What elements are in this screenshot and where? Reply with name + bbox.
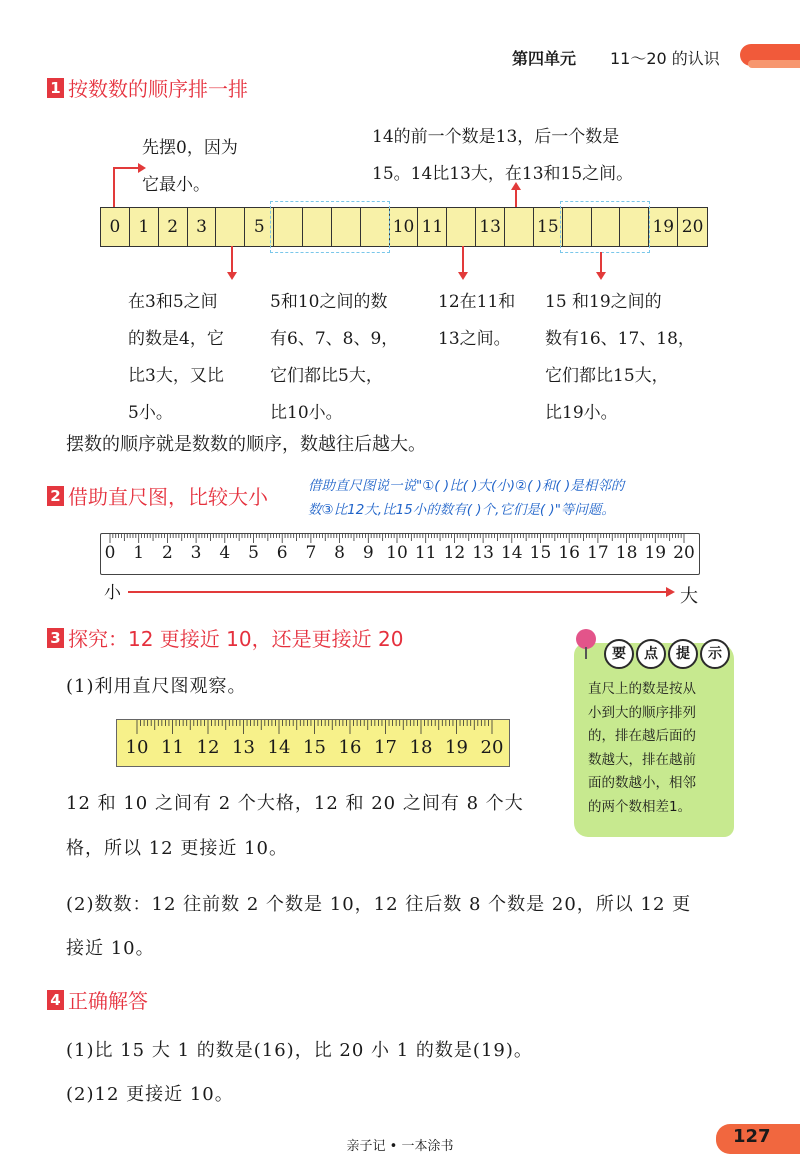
ruler-label: 0 [104, 543, 116, 563]
ruler-label: 2 [161, 543, 173, 563]
section-2-heading [47, 481, 268, 510]
ruler-0-20 [100, 533, 700, 575]
note-line: 比19小。 [545, 403, 618, 423]
ruler-label: 8 [334, 543, 346, 563]
strip-cell: 0 [101, 208, 130, 246]
arrow-head [596, 272, 606, 280]
ruler-label: 18 [409, 737, 433, 758]
section-1-heading [47, 73, 248, 102]
label-small: 小 [104, 583, 121, 603]
note-line: 它们都比5大， [270, 366, 383, 386]
arrow-line [113, 167, 139, 169]
arrow-line [515, 188, 517, 208]
tip-line: 小到大的顺序排列 [588, 704, 696, 721]
strip-cell: 3 [188, 208, 217, 246]
strip-cell: 2 [159, 208, 188, 246]
ruler-label: 1 [133, 543, 145, 563]
note-between-15-19 [545, 284, 695, 432]
strip-cell: 1 [130, 208, 159, 246]
arrow-head [511, 182, 521, 190]
dashed-group-box [560, 201, 650, 253]
handwritten-line: 借助直尺图说一说"①( )比( )大(小)②( )和( )是相邻的 [308, 478, 625, 494]
header-topic: 11～20 的认识 [610, 49, 720, 68]
note-line: 13之间。 [438, 329, 511, 349]
handwritten-note [308, 474, 778, 522]
strip-cell [216, 208, 245, 246]
dashed-group-box [270, 201, 390, 253]
ruler-label: 14 [267, 737, 291, 758]
ruler-label: 16 [338, 737, 362, 758]
arrow-head [227, 272, 237, 280]
section-number: 4 [47, 990, 64, 1010]
ruler-label: 15 [529, 543, 552, 563]
note-line: 14的前一个数是13，后一个数是 [372, 127, 620, 147]
tip-box [574, 643, 734, 837]
tip-line: 直尺上的数是按从 [588, 681, 696, 697]
header-color-band-accent [748, 60, 800, 68]
ruler-label: 3 [190, 543, 202, 563]
ruler-label: 11 [414, 543, 437, 563]
tip-title-char: 要 [604, 639, 634, 669]
pushpin-needle [585, 647, 587, 659]
arrow-line [600, 252, 602, 272]
section-3-heading [47, 623, 403, 652]
ruler-label: 16 [558, 543, 581, 563]
note-between-5-10 [270, 284, 398, 432]
ruler-label: 7 [305, 543, 317, 563]
note-line: 15。14比13大，在13和15之间。 [372, 164, 634, 184]
ruler-label: 13 [472, 543, 494, 563]
arrow-head [458, 272, 468, 280]
ruler-10-20 [116, 719, 510, 767]
strip-cell: 10 [390, 208, 419, 246]
arrow-line [231, 246, 233, 272]
note-line: 它们都比15大， [545, 366, 669, 386]
strip-cell: 15 [534, 208, 563, 246]
section-number: 3 [47, 628, 64, 648]
ruler-label: 13 [232, 737, 255, 758]
tip-line: 的两个数相差1。 [588, 798, 692, 815]
ruler-label: 12 [196, 737, 220, 758]
section-title: 借助直尺图，比较大小 [68, 485, 268, 509]
tip-text [588, 678, 726, 819]
ruler-label: 6 [276, 543, 288, 563]
note-line: 先摆0，因为 [142, 138, 238, 158]
tip-title-char: 提 [668, 639, 698, 669]
answer-2: (2)12 更接近 10。 [66, 1084, 234, 1105]
strip-cell [447, 208, 476, 246]
note-between-3-5 [128, 284, 224, 432]
summary-text: 摆数的顺序就是数数的顺序，数越往后越大。 [66, 434, 426, 455]
note-line: 5和10之间的数 [270, 292, 388, 312]
page-number: 127 [733, 1126, 771, 1147]
tip-title-char: 示 [700, 639, 730, 669]
step-1: (1)利用直尺图观察。 [66, 676, 247, 697]
tip-line: 数越大，排在越前 [588, 751, 696, 768]
ruler-label: 4 [219, 543, 231, 563]
ruler-label: 20 [480, 737, 504, 758]
strip-cell: 19 [649, 208, 678, 246]
arrow-line [113, 167, 115, 207]
note-start [142, 130, 238, 204]
label-big: 大 [680, 586, 698, 607]
note-line: 比3大，又比 [128, 366, 224, 386]
strip-cell: 20 [681, 217, 704, 237]
note-line: 在3和5之间 [128, 292, 218, 312]
strip-cell: 13 [476, 208, 505, 246]
ruler-label: 14 [500, 543, 523, 563]
ruler-label: 5 [248, 543, 259, 563]
section-number: 2 [47, 486, 64, 506]
ruler-label: 17 [374, 737, 397, 758]
section-title: 正确解答 [68, 989, 148, 1013]
paragraph-line: 格，所以 12 更接近 10。 [66, 838, 288, 859]
direction-arrow-line [128, 591, 668, 593]
note-top [372, 119, 633, 193]
pushpin-icon [576, 629, 596, 649]
handwritten-line: 数③比12大,比15小的数有( )个,它们是( )"等问题。 [308, 502, 615, 518]
ruler-label: 11 [161, 737, 184, 758]
tip-line: 的，排在越后面的 [588, 728, 696, 744]
header-unit: 第四单元 [512, 49, 577, 68]
ruler-label: 9 [362, 543, 374, 563]
direction-arrow-head [666, 587, 675, 597]
ruler-label: 18 [615, 543, 638, 563]
step-2-line: 接近 10。 [66, 938, 155, 959]
note-12 [438, 284, 515, 358]
note-line: 数有16、17、18， [545, 329, 695, 349]
section-title: 按数数的顺序排一排 [68, 77, 248, 101]
answer-1: (1)比 15 大 1 的数是(16)，比 20 小 1 的数是(19)。 [66, 1040, 533, 1061]
tip-line: 面的数越小，相邻 [588, 775, 696, 791]
note-line: 比10小。 [270, 403, 343, 423]
note-line: 15 和19之间的 [545, 292, 662, 312]
note-line: 12在11和 [438, 292, 516, 312]
ruler-label: 19 [644, 543, 667, 563]
arrow-head [138, 163, 146, 173]
paragraph-line: 12 和 10 之间有 2 个大格，12 和 20 之间有 8 个大 [66, 793, 524, 814]
ruler-label: 15 [303, 737, 326, 758]
ruler-label: 19 [445, 737, 468, 758]
section-4-heading [47, 985, 148, 1014]
strip-cell [505, 208, 534, 246]
ruler-label: 10 [125, 737, 149, 758]
ruler-label: 10 [386, 543, 408, 563]
ruler-label: 20 [673, 543, 695, 563]
arrow-line [462, 246, 464, 272]
section-number: 1 [47, 78, 64, 98]
note-line: 有6、7、8、9， [270, 329, 399, 349]
section-title: 探究：12 更接近 10，还是更接近 20 [68, 627, 404, 651]
note-line: 的数是4，它 [128, 329, 224, 349]
ruler-label: 17 [587, 543, 609, 563]
note-line: 它最小。 [142, 175, 210, 195]
footer-text: 亲子记 • 一本涂书 [346, 1139, 454, 1154]
tip-title-char: 点 [636, 639, 666, 669]
step-2-line: (2)数数：12 往前数 2 个数是 10，12 往后数 8 个数是 20，所以 12 更 [66, 894, 692, 915]
strip-cell: 11 [418, 208, 447, 246]
ruler-label: 12 [443, 543, 466, 563]
strip-cell: 5 [245, 208, 274, 246]
note-line: 5小。 [128, 403, 173, 423]
